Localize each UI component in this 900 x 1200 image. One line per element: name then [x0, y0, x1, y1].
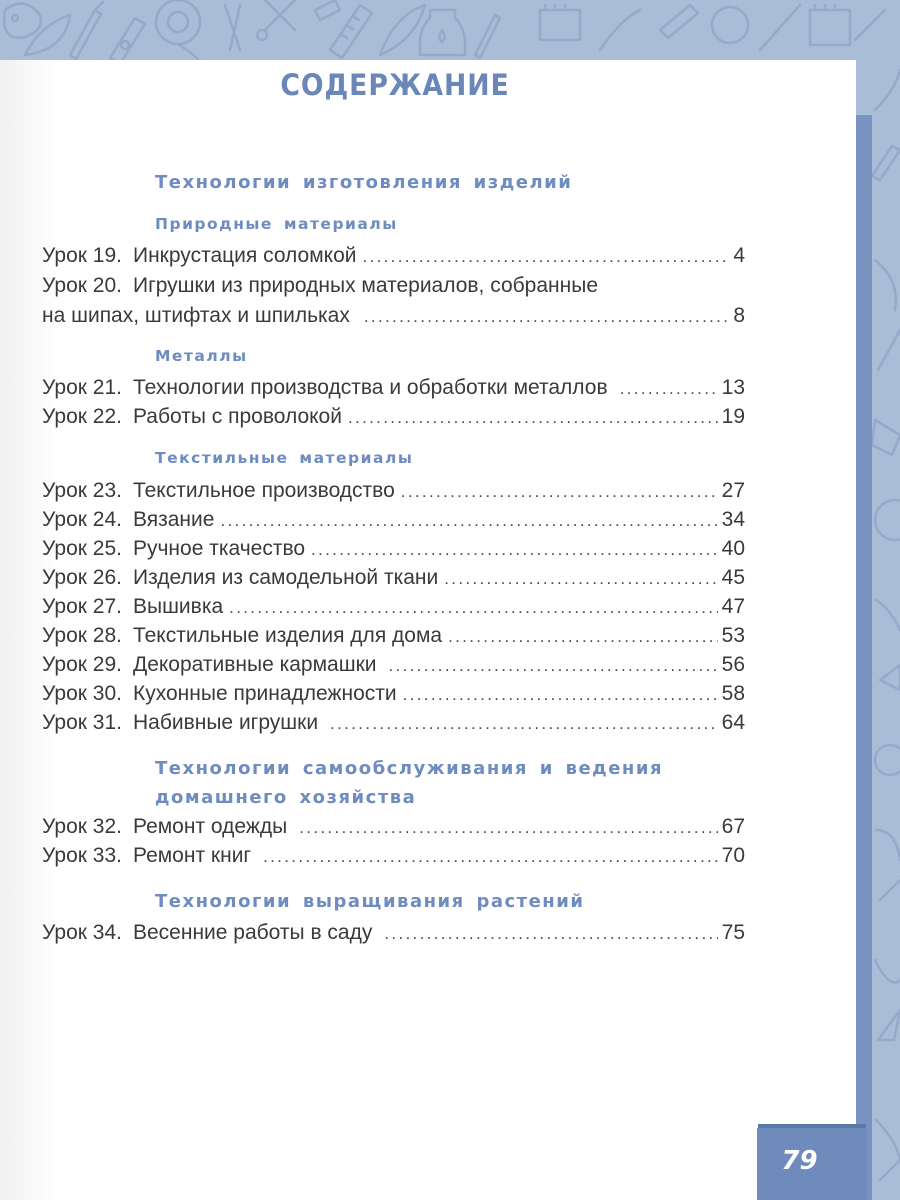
- dot-leader: [388, 656, 717, 676]
- page-ref: 45: [721, 566, 745, 589]
- page-ref: 53: [721, 624, 745, 647]
- lesson-number: Урок 24.: [42, 508, 122, 531]
- lesson-title: Текстильное производство: [132, 479, 395, 502]
- dot-leader: [403, 685, 718, 705]
- page-ref: 4: [733, 244, 745, 267]
- lesson-title: Текстильные изделия для дома: [132, 624, 443, 647]
- page-ref: 75: [721, 921, 745, 944]
- lesson-title: Весенние работы в саду: [132, 921, 373, 944]
- page-ref: 47: [721, 595, 745, 618]
- toc-entry[interactable]: [42, 479, 745, 509]
- dot-leader: [448, 627, 718, 647]
- page-ref: 27: [721, 479, 745, 502]
- dot-leader: [364, 307, 729, 327]
- page-ref: 64: [721, 711, 745, 734]
- lesson-title: Работы с проволокой: [132, 405, 342, 428]
- lesson-number: Урок 28.: [42, 624, 122, 647]
- subsection-heading-textiles: Текстильные материалы: [155, 449, 414, 467]
- toc-entry[interactable]: [42, 711, 745, 741]
- toc-entry[interactable]: [42, 376, 745, 406]
- dot-leader: [299, 818, 717, 838]
- toc-entry-continuation[interactable]: [42, 304, 745, 334]
- page-ref: 13: [721, 376, 745, 399]
- lesson-number: Урок 19.: [42, 244, 122, 267]
- lesson-title: Вязание: [132, 508, 215, 531]
- toc-entry[interactable]: [42, 508, 745, 538]
- toc-entry[interactable]: [42, 537, 745, 567]
- page-ref: 56: [721, 653, 745, 676]
- lesson-title: Ремонт книг: [132, 844, 252, 867]
- lesson-title: Ремонт одежды: [132, 815, 288, 838]
- dot-leader: [444, 569, 717, 589]
- toc-entry[interactable]: [42, 405, 745, 435]
- lesson-title: Кухонные принадлежности: [132, 682, 397, 705]
- lesson-number: Урок 32.: [42, 815, 122, 838]
- dot-leader: [348, 408, 718, 428]
- dot-leader: [311, 540, 718, 560]
- subsection-heading-natural-materials: Природные материалы: [155, 215, 398, 233]
- lesson-number: Урок 26.: [42, 566, 122, 589]
- lesson-title: Изделия из самодельной ткани: [132, 566, 439, 589]
- section-heading-self-service-line2: домашнего хозяйства: [155, 787, 417, 808]
- toc-entry[interactable]: [42, 682, 745, 712]
- dot-leader: [263, 847, 718, 867]
- page-number: 79: [781, 1146, 818, 1176]
- dot-leader: [384, 924, 717, 944]
- lesson-number: Урок 22.: [42, 405, 122, 428]
- toc-entry[interactable]: [42, 653, 745, 683]
- page-ref: 67: [721, 815, 745, 838]
- section-heading-manufacturing: Технологии изготовления изделий: [155, 172, 573, 193]
- lesson-number: Урок 21.: [42, 376, 122, 399]
- lesson-number: Урок 27.: [42, 595, 122, 618]
- page-ref: 58: [721, 682, 745, 705]
- lesson-title: Набивные игрушки: [132, 711, 319, 734]
- page-ref: 70: [721, 844, 745, 867]
- toc-entry[interactable]: [42, 566, 745, 596]
- lesson-number: Урок 33.: [42, 844, 122, 867]
- lesson-number: Урок 34.: [42, 921, 122, 944]
- lesson-number: Урок 20.: [42, 274, 122, 297]
- lesson-title: Ручное ткачество: [132, 537, 306, 560]
- side-accent-bar: [856, 115, 872, 1200]
- page-ref: 19: [721, 405, 745, 428]
- toc-entry[interactable]: [42, 274, 745, 304]
- lesson-title: Декоративные кармашки: [132, 653, 377, 676]
- dot-leader: [330, 714, 718, 734]
- lesson-title: Инкрустация соломкой: [132, 244, 357, 267]
- lesson-title: Вышивка: [132, 595, 224, 618]
- lesson-number: Урок 25.: [42, 537, 122, 560]
- toc-entry[interactable]: [42, 244, 745, 274]
- dot-leader: [363, 247, 730, 267]
- dot-leader: [229, 598, 717, 618]
- lesson-title-continued: на шипах, штифтах и шпильках: [42, 304, 350, 327]
- dot-leader: [620, 379, 718, 399]
- lesson-number: Урок 31.: [42, 711, 122, 734]
- page-title: СОДЕРЖАНИЕ: [280, 68, 510, 102]
- page-ref: 8: [733, 304, 745, 327]
- page-ref: 40: [721, 537, 745, 560]
- section-heading-plant-growing: Технологии выращивания растений: [155, 891, 585, 912]
- lesson-title: Технологии производства и обработки металлов: [132, 376, 608, 399]
- section-heading-self-service: Технологии самообслуживания и ведения: [155, 758, 664, 779]
- dot-leader: [401, 482, 718, 502]
- toc-entry[interactable]: [42, 844, 745, 874]
- page-ref: 34: [721, 508, 745, 531]
- toc-entry[interactable]: [42, 595, 745, 625]
- lesson-number: Урок 29.: [42, 653, 122, 676]
- dot-leader: [220, 511, 717, 531]
- lesson-number: Урок 30.: [42, 682, 122, 705]
- lesson-number: Урок 23.: [42, 479, 122, 502]
- toc-entry[interactable]: [42, 921, 745, 951]
- subsection-heading-metals: Металлы: [155, 347, 248, 365]
- lesson-title: Игрушки из природных материалов, собранные: [132, 274, 598, 297]
- toc-entry[interactable]: [42, 815, 745, 845]
- toc-entry[interactable]: [42, 624, 745, 654]
